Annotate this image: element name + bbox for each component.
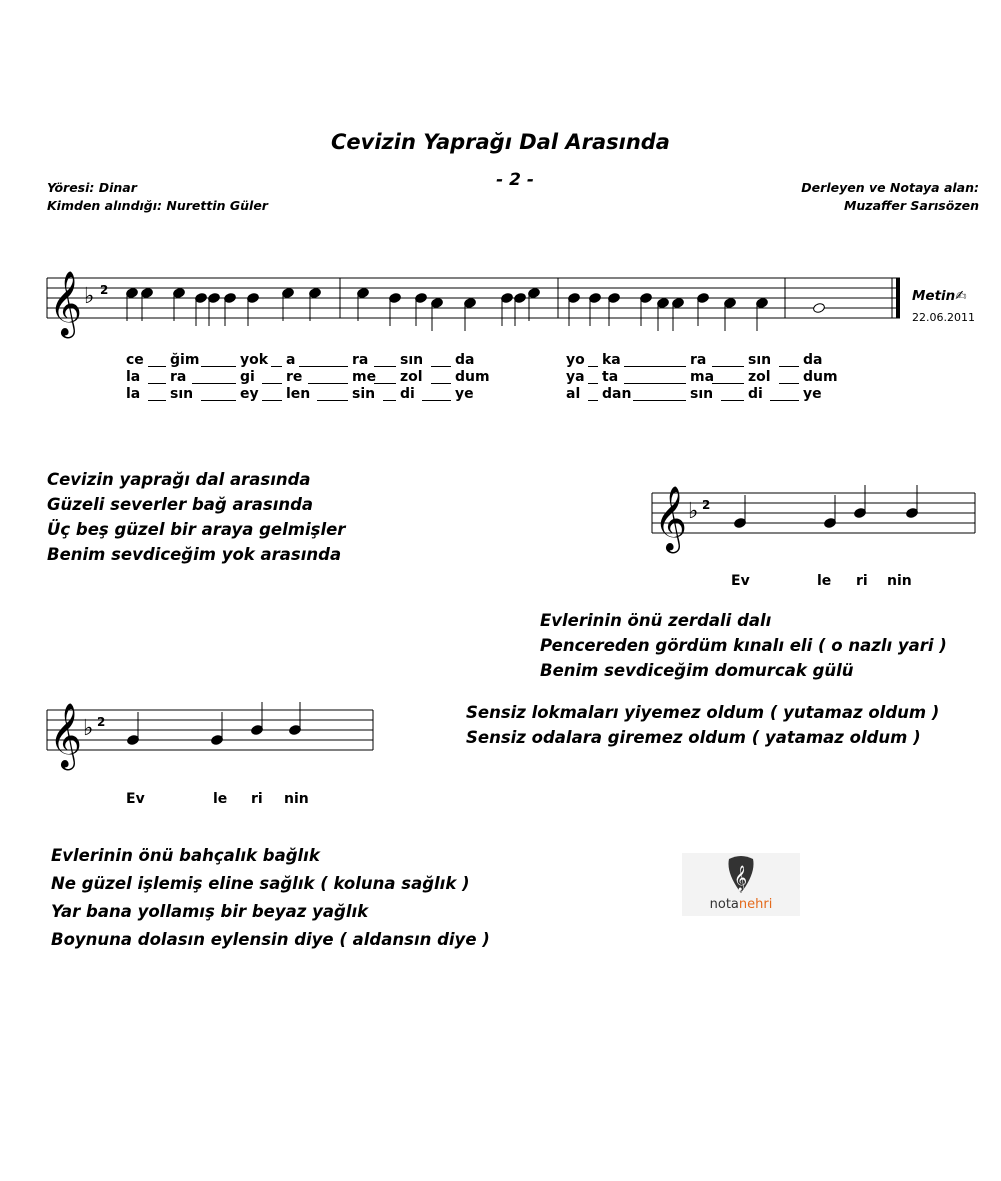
compiler-label: Derleyen ve Notaya alan:	[801, 180, 979, 195]
verse-line: Ne güzel işlemiş eline sağlık ( koluna sağlık )	[51, 874, 470, 893]
lyric-syllable: ya	[566, 369, 585, 385]
lyric-syllable: ra	[170, 369, 187, 385]
lyric-extender	[422, 400, 451, 401]
verse-line: Cevizin yaprağı dal arasında	[47, 470, 311, 489]
syllable: nin	[284, 791, 309, 807]
syllable: le	[817, 573, 832, 589]
song-title: Cevizin Yaprağı Dal Arasında	[331, 130, 670, 154]
score-lyrics	[0, 352, 1001, 412]
syllable: ri	[251, 791, 263, 807]
verse-line: Sensiz lokmaları yiyemez oldum ( yutamaz oldum )	[466, 703, 940, 722]
lyric-syllable: ta	[602, 369, 619, 385]
signature-date: 22.06.2011	[912, 311, 975, 324]
lyric-syllable: di	[748, 386, 763, 402]
syllable: Ev	[126, 791, 145, 807]
lyric-extender	[148, 383, 166, 384]
lyric-extender	[201, 400, 236, 401]
lyric-extender	[633, 400, 686, 401]
lyric-syllable: ra	[690, 352, 707, 368]
snippet-lyrics-right	[0, 573, 1001, 593]
lyric-extender	[779, 366, 799, 367]
lyric-extender	[624, 366, 686, 367]
source-person: Kimden alındığı: Nurettin Güler	[47, 198, 268, 213]
lyric-syllable: ye	[803, 386, 822, 402]
verse-line: Evlerinin önü zerdali dalı	[540, 611, 772, 630]
pen-icon: ✍	[955, 288, 967, 304]
syllable: nin	[887, 573, 912, 589]
lyric-syllable: gi	[240, 369, 255, 385]
lyric-syllable: zol	[748, 369, 771, 385]
verse-3	[51, 842, 490, 954]
lyric-syllable: da	[455, 352, 475, 368]
lyric-syllable: ğim	[170, 352, 200, 368]
syllable: ri	[856, 573, 868, 589]
lyric-extender	[201, 366, 236, 367]
verse-2b	[466, 700, 939, 750]
origin-info	[47, 179, 268, 215]
lyric-extender	[317, 400, 348, 401]
verse-line: Güzeli severler bağ arasında	[47, 495, 314, 514]
part-number: - 2 -	[496, 170, 534, 190]
snippet-staff-left	[45, 702, 385, 782]
lyric-syllable: sin	[352, 386, 376, 402]
lyric-extender	[431, 383, 451, 384]
lyric-extender	[148, 366, 166, 367]
snippet-lyrics-left	[0, 791, 1001, 811]
lyric-extender	[779, 383, 799, 384]
lyric-extender	[588, 400, 598, 401]
lyric-syllable: sın	[400, 352, 424, 368]
lyric-syllable: dum	[803, 369, 838, 385]
region: Yöresi: Dinar	[47, 180, 137, 195]
flat-icon: ♭	[688, 499, 699, 524]
lyric-extender	[148, 400, 166, 401]
time-signature: 2	[97, 715, 106, 729]
verse-line: Pencereden gördüm kınalı eli ( o nazlı yari )	[540, 636, 947, 655]
lyric-syllable: yo	[566, 352, 585, 368]
syllable: Ev	[731, 573, 750, 589]
lyric-extender	[770, 400, 799, 401]
lyric-extender	[374, 383, 396, 384]
lyric-syllable: len	[286, 386, 311, 402]
treble-clef-icon: 𝄞	[654, 486, 688, 551]
lyric-syllable: la	[126, 369, 141, 385]
lyric-syllable: yok	[240, 352, 269, 368]
lyric-syllable: di	[400, 386, 415, 402]
compiler-name: Muzaffer Sarısözen	[843, 198, 979, 213]
verse-line: Yar bana yollamış bir beyaz yağlık	[51, 902, 369, 921]
verse-1	[47, 467, 345, 567]
lyric-syllable: zol	[400, 369, 423, 385]
lyric-syllable: ra	[352, 352, 369, 368]
lyric-syllable: dum	[455, 369, 490, 385]
lyric-syllable: al	[566, 386, 581, 402]
svg-text:𝄞: 𝄞	[734, 866, 748, 891]
verse-line: Sensiz odalara giremez oldum ( yatamaz oldum )	[466, 728, 921, 747]
verse-line: Üç beş güzel bir araya gelmişler	[47, 520, 346, 539]
lyric-syllable: dan	[602, 386, 632, 402]
lyric-extender	[308, 383, 348, 384]
lyric-extender	[431, 366, 451, 367]
lyric-syllable: ma	[690, 369, 715, 385]
lyric-syllable: ey	[240, 386, 259, 402]
snippet-staff-right	[650, 485, 990, 565]
verse-line: Benim sevdiceğim domurcak gülü	[540, 661, 854, 680]
lyric-syllable: me	[352, 369, 377, 385]
verse-line: Evlerinin önü bahçalık bağlık	[51, 846, 320, 865]
lyric-extender	[262, 383, 282, 384]
logo-wordmark: notanehri	[709, 897, 773, 912]
lyric-extender	[712, 366, 744, 367]
lyric-extender	[374, 366, 396, 367]
lyric-extender	[383, 400, 396, 401]
lyric-extender	[721, 400, 744, 401]
verse-line: Boynuna dolasın eylensin diye ( aldansın diye )	[51, 930, 490, 949]
treble-clef-pick-icon	[682, 853, 800, 898]
main-staff	[0, 270, 1001, 350]
lyric-syllable: sın	[690, 386, 714, 402]
notehead	[812, 302, 825, 313]
lyric-syllable: ce	[126, 352, 144, 368]
flat-icon: ♭	[84, 284, 95, 309]
syllable: le	[213, 791, 228, 807]
signature-name: Metin✍	[912, 288, 967, 304]
flat-icon: ♭	[83, 716, 94, 741]
lyric-syllable: da	[803, 352, 823, 368]
verse-line: Benim sevdiceğim yok arasında	[47, 545, 342, 564]
lyric-syllable: ka	[602, 352, 621, 368]
time-signature: 2	[100, 283, 109, 297]
lyric-extender	[299, 366, 348, 367]
treble-clef-icon: 𝄞	[49, 271, 83, 336]
lyric-syllable: a	[286, 352, 296, 368]
lyric-syllable: ye	[455, 386, 474, 402]
lyric-syllable: sın	[748, 352, 772, 368]
verse-2	[540, 608, 947, 683]
lyric-syllable: la	[126, 386, 141, 402]
lyric-extender	[271, 366, 282, 367]
time-signature: 2	[702, 498, 711, 512]
treble-clef-icon: 𝄞	[49, 703, 83, 768]
lyric-extender	[624, 383, 686, 384]
compiler-info	[801, 179, 979, 215]
lyric-syllable: re	[286, 369, 303, 385]
lyric-extender	[588, 366, 598, 367]
lyric-extender	[262, 400, 282, 401]
lyric-syllable: sın	[170, 386, 194, 402]
lyric-extender	[192, 383, 236, 384]
lyric-extender	[588, 383, 598, 384]
lyric-extender	[712, 383, 744, 384]
